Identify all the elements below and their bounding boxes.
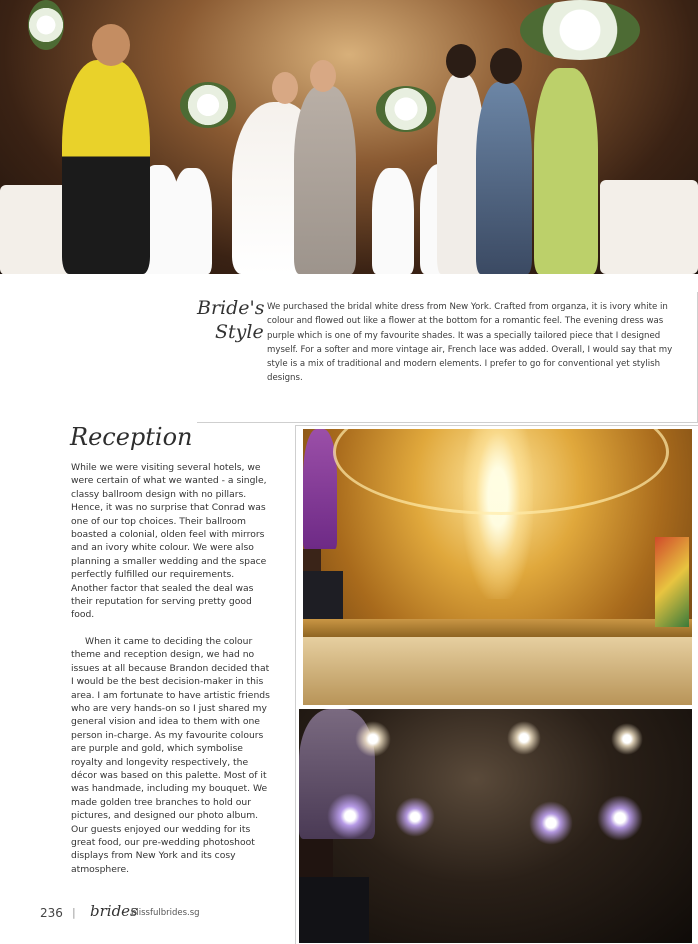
flower-arrangement: [376, 86, 436, 132]
guest-head: [446, 44, 476, 78]
spotlight: [327, 793, 373, 839]
groom-dark-suit: [299, 877, 369, 943]
footer-separator: |: [72, 906, 76, 919]
flower-arrangement: [180, 82, 236, 128]
heading-line: Style: [215, 321, 264, 343]
chair: [372, 168, 414, 274]
brand-logo: brides: [90, 902, 138, 920]
hero-photo-wedding-march: [0, 0, 698, 274]
painting: [655, 537, 689, 627]
photo-first-dance: [299, 709, 692, 943]
chair: [172, 168, 212, 274]
bride-head: [303, 549, 321, 571]
reception-paragraph: While we were visiting several hotels, we were certain of what we wanted - a single, classy ballroom design with no pillars. Hence, it was no surprise that Conrad was one of our top choices. Their ballroom boasted a colonial, olden feel with mirrors and an ivory white colour. We were also planning a smaller wedding and the space perfectly fulfilled our requirements. Another factor that sealed the deal was their reputation for serving pretty good food.: [71, 462, 267, 621]
reception-heading: Reception: [70, 423, 193, 451]
groom-grey-suit: [294, 86, 356, 274]
spotlight: [507, 721, 541, 755]
guest-head: [490, 48, 522, 84]
guest-head: [92, 24, 130, 66]
bride-head: [272, 72, 298, 104]
guest-yellow-shirt: [62, 60, 150, 274]
brides-style-section: [197, 292, 698, 423]
banquet-table: [600, 180, 698, 274]
spotlight: [529, 801, 573, 845]
bride-head: [299, 839, 333, 877]
guest-green-dress: [534, 68, 598, 274]
brides-style-text: We purchased the bridal white dress from New York. Crafted from organza, it is ivory white in colour and flowed out like a flower at the bottom for a romantic feel. The evening dress was purple which is one of my favourite shades. It was a specially tailored piece that I designed myself. For a softer and more vintage air, French lace was added. Overall, I would say that my style is a mix of traditional and modern elements. I prefer to go for conventional yet stylish designs.: [267, 302, 673, 384]
ceiling-ring: [333, 429, 669, 515]
page-number: 236: [40, 906, 63, 920]
website-url: blissfulbrides.sg: [131, 908, 200, 918]
spotlight: [395, 797, 435, 837]
groom-head: [310, 60, 336, 92]
reception-paragraph: When it came to deciding the colour theme and reception design, we had no issues at all because Brandon decided that I would be the best decision-maker in this area. I am fortunate to have artistic friends who are very hands-on so I just shared my general vision and idea to them with one person in-charge. As my favourite colours are purple and gold, which symbolise royalty and longevity respectively, the décor was based on this palette. Most of it was handmade, including my bouquet. We made golden tree branches to hold our pictures, and designed our photo album. Our guests enjoyed our wedding for its great food, our pre-wedding photoshoot displays from New York and its cosy atmosphere.: [71, 635, 270, 875]
spotlight: [597, 795, 643, 841]
spotlight: [611, 723, 643, 755]
bride-purple-gown: [303, 429, 337, 549]
spotlight: [355, 721, 391, 757]
guest-blue-dress: [476, 82, 532, 274]
flower-arrangement: [520, 0, 640, 60]
reception-body: [71, 461, 271, 876]
brides-style-heading: [197, 296, 265, 344]
heading-line: Bride's: [197, 297, 265, 319]
photo-couple-in-golden-lobby: [303, 429, 692, 705]
flower-arrangement: [28, 0, 64, 50]
lobby-floor: [303, 637, 692, 705]
balcony-rail: [303, 619, 692, 637]
